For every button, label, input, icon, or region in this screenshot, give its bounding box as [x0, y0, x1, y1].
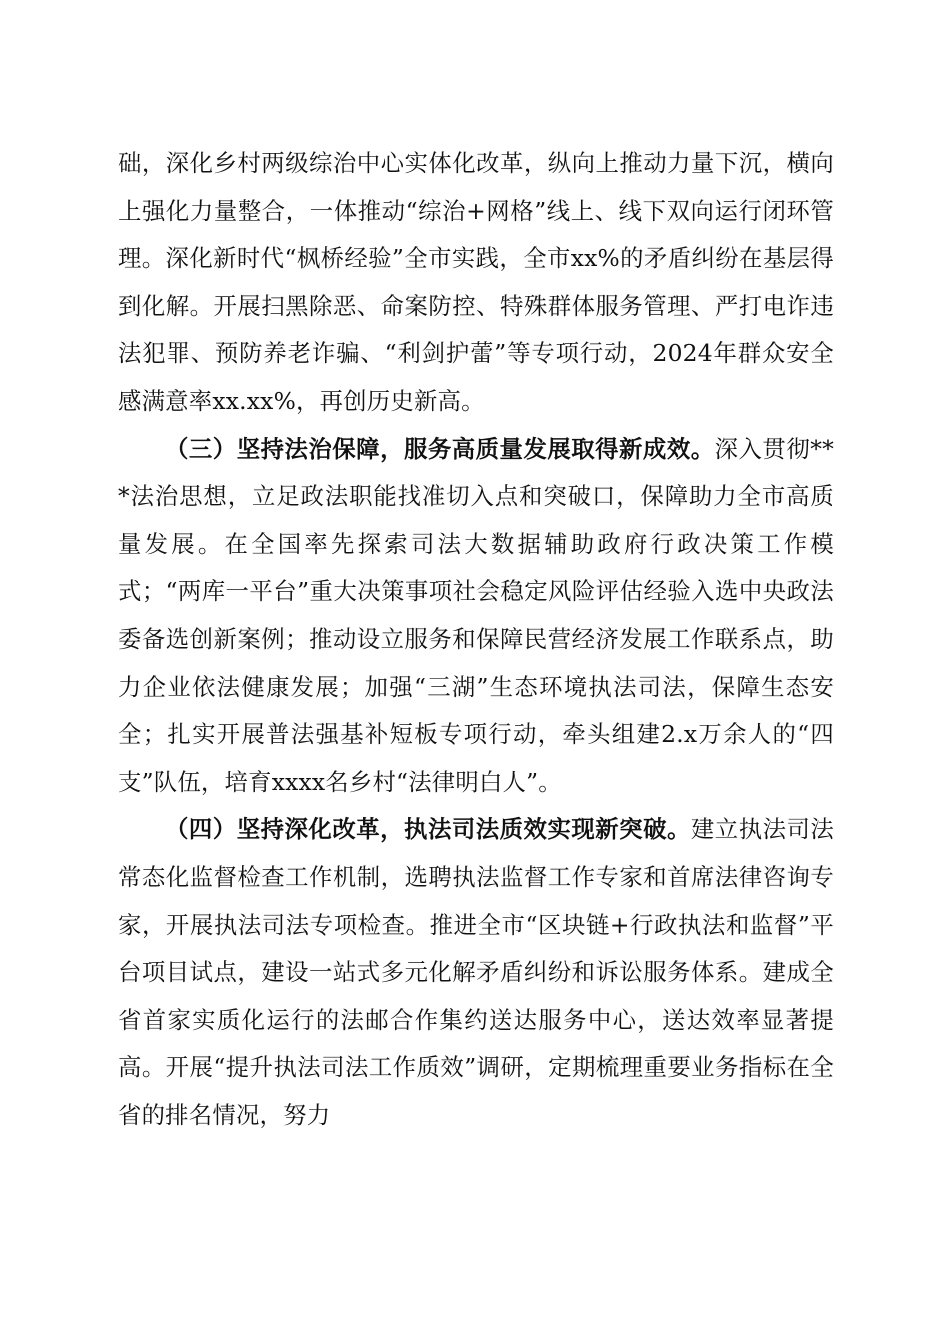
paragraph-continuation [118, 140, 834, 426]
paragraph-text: 建立执法司法常态化监督检查工作机制，选聘执法监督工作专家和首席法律咨询专家，开展执法司法专项检查。推进全市“区块链+行政执法和监督”平台项目试点，建设一站式多元化解矛盾纠纷和诉讼服务体系。建成全省首家实质化运行的法邮合作集约送达服务中心，送达效率显著提高。开展“提升执法司法工作质效”调研，定期梳理重要业务指标在全省的排名情况，努力 [118, 815, 834, 1129]
document-body [118, 140, 834, 1139]
paragraph-text: 础，深化乡村两级综治中心实体化改革，纵向上推动力量下沉，横向上强化力量整合，一体推动“综治+网格”线上、线下双向运行闭环管理。深化新时代“枫桥经验”全市实践，全市xx%的矛盾纠纷在基层得到化解。开展扫黑除恶、命案防控、特殊群体服务管理、严打电诈违法犯罪、预防养老诈骗、“利剑护蕾”等专项行动，2024年群众安全感满意率xx.xx%，再创历史新高。 [118, 149, 834, 415]
section-heading: （三）坚持法治保障，服务高质量发展取得新成效。 [165, 434, 715, 463]
paragraph-text: 深入贯彻***法治思想，立足政法职能找准切入点和突破口，保障助力全市高质量发展。在全国率先探索司法大数据辅助政府行政决策工作模式；“两库一平台”重大决策事项社会稳定风险评估经验入选中央政法委备选创新案例；推动设立服务和保障民营经济发展工作联系点，助力企业依法健康发展；加强“三湖”生态环境执法司法，保障生态安全；扎实开展普法强基补短板专项行动，牵头组建2.x万余人的“四支”队伍，培育xxxx名乡村“法律明白人”。 [118, 434, 835, 796]
paragraph-section-three [118, 426, 834, 807]
section-heading: （四）坚持深化改革，执法司法质效实现新突破。 [165, 815, 691, 844]
paragraph-section-four [118, 806, 834, 1139]
